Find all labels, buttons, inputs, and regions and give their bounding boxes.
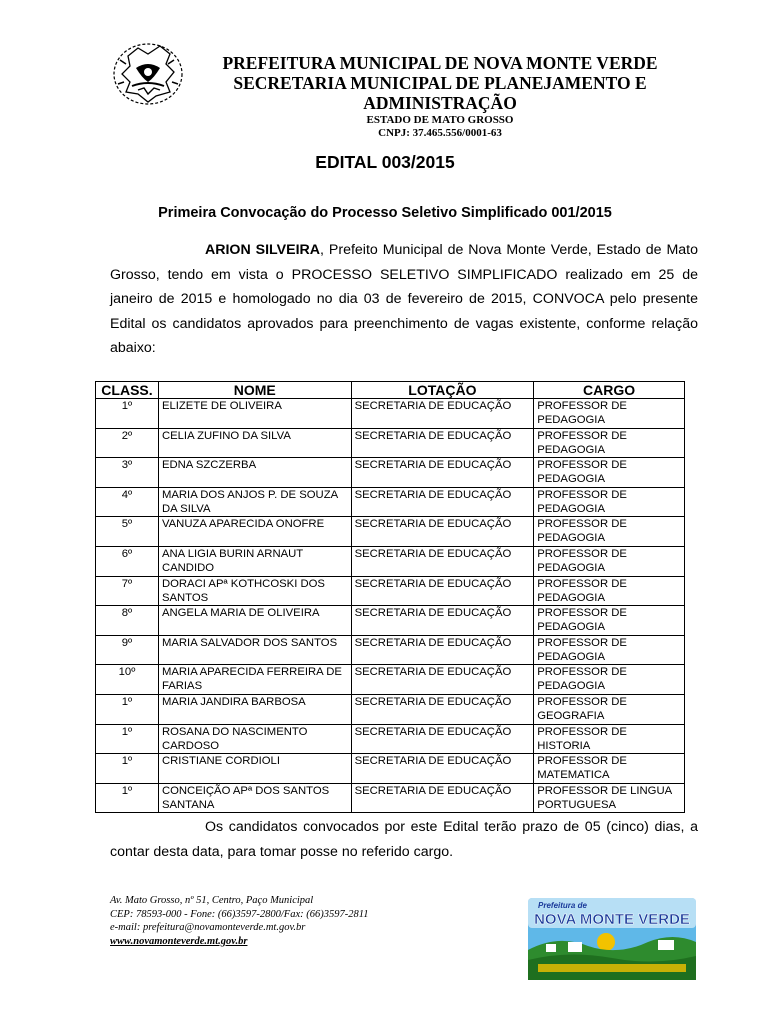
cell-class: 8º <box>96 606 159 636</box>
table-row <box>96 665 685 695</box>
cell-lotacao: SECRETARIA DE EDUCAÇÃO <box>351 724 534 754</box>
logo-name: NOVA MONTE VERDE <box>534 911 690 928</box>
cell-lotacao: SECRETARIA DE EDUCAÇÃO <box>351 665 534 695</box>
cell-nome: EDNA SZCZERBA <box>158 458 351 488</box>
cell-nome: CRISTIANE CORDIOLI <box>158 754 351 784</box>
cell-cargo: PROFESSOR DE GEOGRAFIA <box>534 694 685 724</box>
cell-nome: ANGELA MARIA DE OLIVEIRA <box>158 606 351 636</box>
cell-cargo: PROFESSOR DE LINGUA PORTUGUESA <box>534 783 685 813</box>
cell-lotacao: SECRETARIA DE EDUCAÇÃO <box>351 694 534 724</box>
table-row <box>96 458 685 488</box>
mayor-name: ARION SILVEIRA <box>205 242 321 258</box>
table-row <box>96 517 685 547</box>
table-row <box>96 694 685 724</box>
cell-cargo: PROFESSOR DE PEDAGOGIA <box>534 428 685 458</box>
municipal-seal-icon <box>108 38 188 108</box>
cell-cargo: PROFESSOR DE HISTORIA <box>534 724 685 754</box>
cell-lotacao: SECRETARIA DE EDUCAÇÃO <box>351 517 534 547</box>
header-state: ESTADO DE MATO GROSSO <box>366 114 514 126</box>
cell-nome: CELIA ZUFINO DA SILVA <box>158 428 351 458</box>
cell-nome: CONCEIÇÃO APª DOS SANTOS SANTANA <box>158 783 351 813</box>
cell-nome: VANUZA APARECIDA ONOFRE <box>158 517 351 547</box>
footer-address: Av. Mato Grosso, nº 51, Centro, Paço Municipal <box>110 895 314 906</box>
footer-website-link[interactable]: www.novamonteverde.mt.gov.br <box>110 935 248 947</box>
cell-nome: ANA LIGIA BURIN ARNAUT CANDIDO <box>158 546 351 576</box>
cell-cargo: PROFESSOR DE PEDAGOGIA <box>534 399 685 429</box>
cell-cargo: PROFESSOR DE MATEMATICA <box>534 754 685 784</box>
column-header-nome: NOME <box>158 382 351 399</box>
cell-lotacao: SECRETARIA DE EDUCAÇÃO <box>351 458 534 488</box>
cell-class: 5º <box>96 517 159 547</box>
header-cnpj: CNPJ: 37.465.556/0001-63 <box>378 127 502 139</box>
cell-nome: DORACI APª KOTHCOSKI DOS SANTOS <box>158 576 351 606</box>
cell-class: 3º <box>96 458 159 488</box>
cell-nome: MARIA JANDIRA BARBOSA <box>158 694 351 724</box>
cell-class: 1º <box>96 724 159 754</box>
cell-lotacao: SECRETARIA DE EDUCAÇÃO <box>351 576 534 606</box>
cell-class: 10º <box>96 665 159 695</box>
table-row <box>96 724 685 754</box>
cell-lotacao: SECRETARIA DE EDUCAÇÃO <box>351 635 534 665</box>
cell-class: 1º <box>96 783 159 813</box>
footer-phone: CEP: 78593-000 - Fone: (66)3597-2800/Fax: (66)3597-2811 <box>110 908 369 920</box>
cell-cargo: PROFESSOR DE PEDAGOGIA <box>534 606 685 636</box>
cell-lotacao: SECRETARIA DE EDUCAÇÃO <box>351 546 534 576</box>
cell-cargo: PROFESSOR DE PEDAGOGIA <box>534 546 685 576</box>
table-header-row <box>96 382 685 399</box>
cell-lotacao: SECRETARIA DE EDUCAÇÃO <box>351 783 534 813</box>
column-header-class: CLASS. <box>96 382 159 399</box>
cell-class: 6º <box>96 546 159 576</box>
cell-cargo: PROFESSOR DE PEDAGOGIA <box>534 576 685 606</box>
cell-lotacao: SECRETARIA DE EDUCAÇÃO <box>351 606 534 636</box>
cell-nome: ROSANA DO NASCIMENTO CARDOSO <box>158 724 351 754</box>
cell-class: 7º <box>96 576 159 606</box>
cell-lotacao: SECRETARIA DE EDUCAÇÃO <box>351 399 534 429</box>
cell-nome: MARIA DOS ANJOS P. DE SOUZA DA SILVA <box>158 487 351 517</box>
column-header-lotacao: LOTAÇÃO <box>351 382 534 399</box>
footer-email: e-mail: prefeitura@novamonteverde.mt.gov.br <box>110 922 306 933</box>
header-line1: PREFEITURA MUNICIPAL DE NOVA MONTE VERDE <box>222 53 658 73</box>
header-line3: ADMINISTRAÇÃO <box>363 93 517 113</box>
cell-lotacao: SECRETARIA DE EDUCAÇÃO <box>351 487 534 517</box>
prefeitura-logo <box>528 898 696 980</box>
closing-text: Os candidatos convocados por este Edital terão prazo de 05 (cinco) dias, a contar desta data, para tomar posse no referido cargo. <box>110 819 698 860</box>
footer <box>110 894 440 948</box>
cell-cargo: PROFESSOR DE PEDAGOGIA <box>534 635 685 665</box>
page-title: EDITAL 003/2015 <box>315 152 455 172</box>
page-subtitle: Primeira Convocação do Processo Seletivo Simplificado 001/2015 <box>158 205 612 221</box>
cell-class: 1º <box>96 694 159 724</box>
header-line2: SECRETARIA MUNICIPAL DE PLANEJAMENTO E <box>233 73 647 93</box>
closing-paragraph <box>110 815 698 864</box>
cell-class: 1º <box>96 754 159 784</box>
table-row <box>96 576 685 606</box>
cell-class: 1º <box>96 399 159 429</box>
intro-paragraph <box>110 238 698 361</box>
logo-top-text: Prefeitura de <box>538 901 587 910</box>
cell-cargo: PROFESSOR DE PEDAGOGIA <box>534 458 685 488</box>
cell-nome: MARIA APARECIDA FERREIRA DE FARIAS <box>158 665 351 695</box>
cell-cargo: PROFESSOR DE PEDAGOGIA <box>534 487 685 517</box>
cell-cargo: PROFESSOR DE PEDAGOGIA <box>534 665 685 695</box>
table-row <box>96 783 685 813</box>
cell-class: 2º <box>96 428 159 458</box>
table-row <box>96 487 685 517</box>
cell-class: 9º <box>96 635 159 665</box>
cell-cargo: PROFESSOR DE PEDAGOGIA <box>534 517 685 547</box>
table-row <box>96 606 685 636</box>
table-row <box>96 428 685 458</box>
intro-text: , Prefeito Municipal de Nova Monte Verde, Estado de Mato Grosso, tendo em vista o PROCESSO SELETIVO SIMPLIFICADO realizado em 25 de janeiro de 2015 e homologado no dia 03 de fevereiro de 2015, CONVOCA pelo presente Edital os candidatos aprovados para preenchimento de vagas existente, conforme relação abaixo: <box>110 242 698 356</box>
cell-lotacao: SECRETARIA DE EDUCAÇÃO <box>351 428 534 458</box>
table-row <box>96 399 685 429</box>
column-header-cargo: CARGO <box>534 382 685 399</box>
cell-lotacao: SECRETARIA DE EDUCAÇÃO <box>351 754 534 784</box>
candidates-table <box>95 381 685 813</box>
cell-nome: MARIA SALVADOR DOS SANTOS <box>158 635 351 665</box>
table-row <box>96 635 685 665</box>
cell-nome: ELIZETE DE OLIVEIRA <box>158 399 351 429</box>
table-row <box>96 754 685 784</box>
cell-class: 4º <box>96 487 159 517</box>
table-row <box>96 546 685 576</box>
